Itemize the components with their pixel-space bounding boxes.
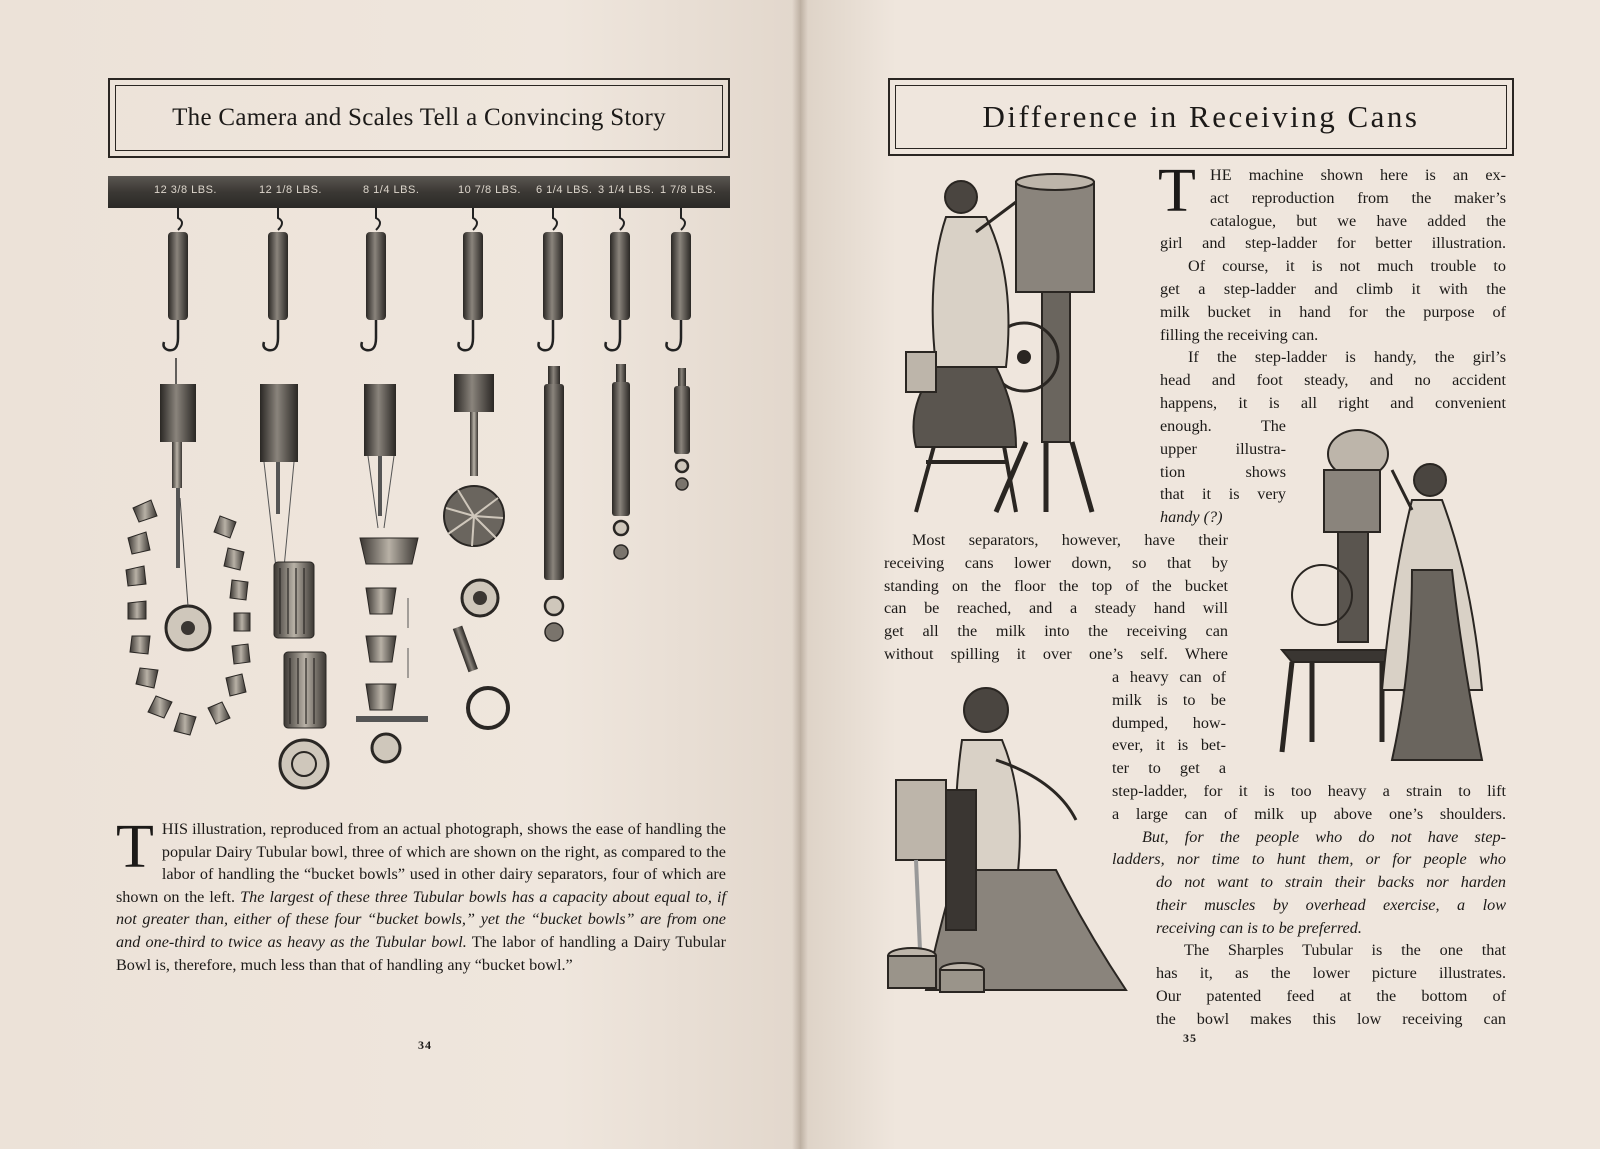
- right-line: act reproduction from the maker’s: [1210, 188, 1506, 207]
- right-line: head and foot steady, and no accident: [1160, 371, 1506, 390]
- right-text-block-5: [1112, 780, 1506, 871]
- right-line: ever, it is bet-: [1112, 736, 1226, 755]
- right-line: Our patented feed at the bottom of: [1156, 986, 1506, 1005]
- right-line: upper illustra-: [1160, 439, 1286, 458]
- left-page-number: 34: [418, 1038, 432, 1052]
- left-paragraph-italic: The largest of these three Tubular bowls has a capacity about equal to, if not greater than, either of these four “bucket bowls,” yet the “bucket bowls” are from one and one-third to twice as heavy as the Tubular bowl.: [116, 887, 726, 951]
- right-line: The Sharples Tubular is the one that: [1184, 941, 1506, 960]
- woman-pouring-illustration: [1262, 420, 1508, 776]
- scale-label-1: 12 3/8 LBS.: [154, 184, 217, 196]
- scale-label-6: 3 1/4 LBS.: [598, 184, 655, 196]
- woman-on-ladder-illustration: [876, 162, 1154, 516]
- right-drop-cap: T: [1158, 157, 1196, 225]
- right-line: handy (?): [1160, 508, 1223, 527]
- scales-bowls-illustration: [108, 208, 730, 808]
- right-line: standing on the floor the top of the bucket: [884, 576, 1228, 595]
- right-line: If the step-ladder is handy, the girl’s: [1188, 348, 1506, 367]
- right-line: Most separators, however, have their: [912, 531, 1228, 549]
- right-line: dumped, how-: [1112, 713, 1226, 732]
- right-line: ter to get a: [1112, 759, 1226, 778]
- right-line: enough. The: [1160, 417, 1286, 435]
- woman-at-low-can-illustration: [866, 670, 1136, 1002]
- right-line: the bowl makes this low receiving can: [1156, 1009, 1506, 1028]
- hook-icon: [164, 320, 682, 350]
- left-page-title: The Camera and Scales Tell a Convincing Story: [172, 104, 666, 131]
- right-line: milk is to be: [1112, 690, 1226, 709]
- right-page-title-box: [888, 78, 1514, 156]
- right-text-block-6: [1156, 871, 1506, 1031]
- scale-label-4: 10 7/8 LBS.: [458, 184, 521, 196]
- left-drop-cap: T: [116, 813, 154, 881]
- right-line: Of course, it is not much trouble to: [1188, 257, 1506, 276]
- right-line: But, for the people who do not have step-: [1142, 827, 1506, 846]
- scale-bar: [108, 176, 730, 208]
- right-text-block-1: [1158, 157, 1506, 415]
- right-line: their muscles by overhead exercise, a low: [1156, 895, 1506, 914]
- right-line: step-ladder, for it is too heavy a strain to lift: [1112, 782, 1506, 800]
- right-line: get a step-ladder and climb it with the: [1160, 279, 1506, 298]
- right-text-block-3: [884, 529, 1228, 666]
- right-line: filling the receiving can.: [1160, 325, 1319, 344]
- left-page-title-box: [108, 78, 730, 158]
- left-paragraph-start: HIS illustration, reproduced from an actual photograph, shows the ease of handling the popular Dairy Tubular bowl, three of which are shown on the right, as compared to the labor of handling the “bucket bowls” used in other dairy separators, four of which are shown on the left.: [116, 820, 726, 906]
- right-text-block-2: [1160, 415, 1286, 529]
- left-page-paragraph: [116, 813, 726, 976]
- right-page-number: 35: [1183, 1031, 1197, 1045]
- right-line: catalogue, but we have added the: [1210, 211, 1506, 230]
- right-line: girl and step-ladder for better illustration.: [1160, 234, 1506, 253]
- right-line: milk bucket in hand for the purpose of: [1160, 302, 1506, 321]
- right-line: can be reached, and a steady hand will: [884, 599, 1228, 618]
- scale-label-2: 12 1/8 LBS.: [259, 184, 322, 196]
- right-line: do not want to strain their backs nor harden: [1156, 873, 1506, 891]
- spring-scale-icon: [168, 232, 691, 320]
- right-line: ladders, nor time to hunt them, or for people who: [1112, 850, 1506, 869]
- right-line: a heavy can of: [1112, 668, 1226, 686]
- right-page-title: Difference in Receiving Cans: [982, 99, 1420, 134]
- right-line: a large can of milk up above one’s shoulders.: [1112, 804, 1506, 823]
- right-line: tion shows: [1160, 462, 1286, 481]
- right-line: HE machine shown here is an ex-: [1210, 166, 1506, 184]
- right-line: has it, as the lower picture illustrates.: [1156, 964, 1506, 983]
- right-line: get all the milk into the receiving can: [884, 622, 1228, 641]
- left-paragraph-end: The labor of handling a Dairy Tubular Bowl is, therefore, much less than that of handling any “bucket bowl.”: [116, 932, 726, 974]
- right-text-block-4: [1112, 666, 1226, 780]
- scale-label-3: 8 1/4 LBS.: [363, 184, 420, 196]
- book-gutter: [792, 0, 808, 1149]
- right-line: receiving can is to be preferred.: [1156, 918, 1362, 937]
- scale-label-5: 6 1/4 LBS.: [536, 184, 593, 196]
- right-line: receiving cans lower down, so that by: [884, 553, 1228, 572]
- right-line: happens, it is all right and convenient: [1160, 393, 1506, 412]
- right-line: that it is very: [1160, 485, 1286, 504]
- right-line: without spilling it over one’s self. Where: [884, 644, 1228, 663]
- scale-label-7: 1 7/8 LBS.: [660, 184, 717, 196]
